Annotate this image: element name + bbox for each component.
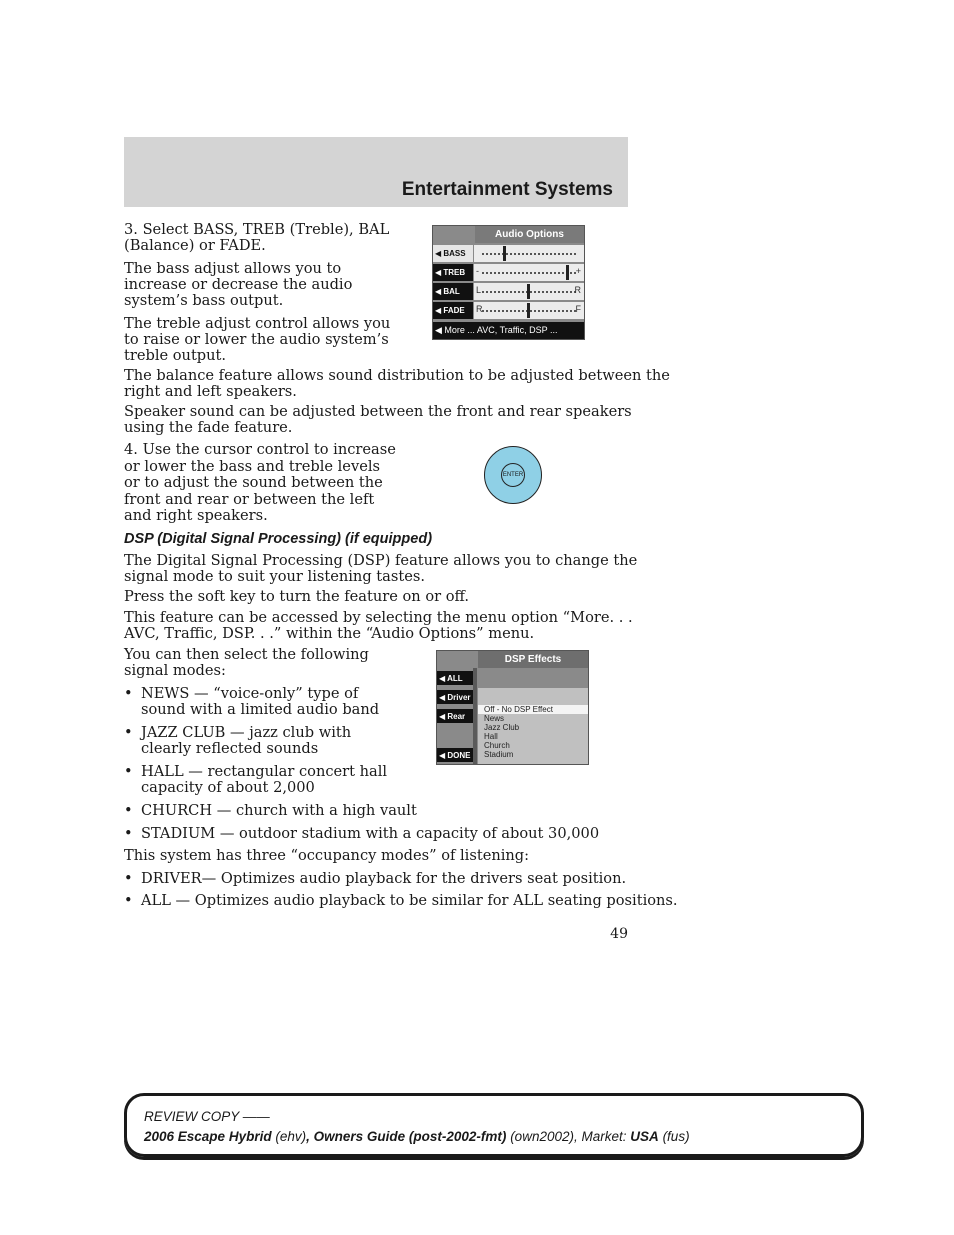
bal-label: ◀ BAL [433, 283, 473, 300]
text-line: 3. Select BASS, TREB (Treble), BAL [124, 221, 390, 238]
slider-min-label: R [476, 304, 483, 314]
slider-min-label: L [476, 285, 482, 295]
bullet-icon: • [124, 802, 133, 819]
text-line: The Digital Signal Processing (DSP) feature allows you to change the [124, 552, 638, 569]
treble-paragraph [124, 316, 390, 364]
slider-marker [527, 303, 530, 318]
text-line: signal modes: [124, 662, 226, 679]
bass-label: ◀ BASS [433, 245, 473, 262]
list-item: Jazz Club [484, 723, 520, 732]
dsp-effects-list [478, 688, 588, 764]
text-line: NEWS — “voice-only” type of [141, 685, 359, 702]
page-title: Entertainment Systems [401, 179, 613, 200]
page-number: 49 [610, 926, 628, 942]
occupancy-paragraph [124, 848, 529, 864]
divider [473, 668, 477, 764]
bullet-icon: • [124, 870, 133, 887]
document-info: 2006 Escape Hybrid (ehv), Owners Guide (post-2002-fmt) (own2002), Market: USA (fus) [144, 1129, 690, 1144]
text-line: or lower the bass and treble levels [124, 457, 380, 475]
bass-slider [474, 245, 584, 262]
guide-code: (own2002) [510, 1129, 574, 1144]
more-menu-option: ◀ More ... AVC, Traffic, DSP ... [433, 322, 584, 339]
text-line: CHURCH — church with a high vault [141, 802, 417, 819]
treb-label: ◀ TREB [433, 264, 473, 281]
text-line: to raise or lower the audio system’s [124, 331, 389, 348]
guide-name: Owners Guide (post-2002-fmt) [313, 1129, 507, 1144]
text-line: system’s bass output. [124, 292, 284, 309]
text-line: The balance feature allows sound distribution to be adjusted between the [124, 367, 670, 384]
review-footer [124, 1093, 864, 1157]
bass-paragraph [124, 261, 352, 309]
list-item: Church [484, 741, 510, 750]
bullet-icon: • [124, 685, 133, 702]
slider-max-label: F [575, 304, 581, 314]
model-name: 2006 Escape Hybrid [144, 1129, 272, 1144]
treb-slider [474, 264, 584, 281]
text-line: and right speakers. [124, 507, 268, 524]
text-line: DRIVER— Optimizes audio playback for the drivers seat position. [141, 870, 627, 887]
slider-max-label: R [574, 285, 581, 295]
softkey-rear: ◀ Rear [437, 709, 473, 723]
bullet-icon: • [124, 724, 133, 741]
header-band [124, 137, 628, 207]
bal-slider [474, 283, 584, 300]
slider-marker [527, 284, 530, 299]
text-line: This feature can be accessed by selecting the menu option “More. . . [124, 609, 633, 626]
enter-knob-icon [484, 446, 542, 504]
slider-marker [566, 265, 569, 280]
list-item: News [484, 714, 505, 723]
fade-row [433, 302, 584, 320]
text-line: or to adjust the sound between the [124, 474, 383, 491]
text-line: right and left speakers. [124, 383, 297, 400]
bass-row [433, 245, 584, 263]
step3-paragraph [124, 222, 389, 254]
text-line: increase or decrease the audio [124, 276, 353, 293]
text-line: STADIUM — outdoor stadium with a capacity of about 30,000 [141, 825, 600, 842]
text-line: (Balance) or FADE. [124, 237, 266, 254]
market-code: (fus) [662, 1129, 690, 1144]
text-line: using the fade feature. [124, 419, 293, 436]
slider-track [482, 253, 576, 255]
fade-paragraph [124, 404, 632, 436]
text-line: treble output. [124, 347, 227, 364]
text-line: Press the soft key to turn the feature on or off. [124, 588, 469, 605]
market-name: USA [630, 1129, 659, 1144]
softkey-all: ◀ ALL [437, 671, 473, 685]
select-modes-paragraph [124, 647, 369, 679]
text-line: sound with a limited audio band [141, 701, 380, 718]
dsp-effects-title: DSP Effects [478, 651, 588, 668]
dsp-intro-paragraph [124, 553, 637, 585]
treb-row [433, 264, 584, 282]
softkey-done: ◀ DONE [437, 748, 473, 762]
list-item: Stadium [484, 750, 514, 759]
review-copy-label: REVIEW COPY —— [144, 1109, 270, 1124]
audio-options-title: Audio Options [475, 226, 584, 243]
text-line: You can then select the following [124, 646, 369, 663]
text-line: front and rear or between the left [124, 490, 375, 508]
text-line: JAZZ CLUB — jazz club with [141, 724, 352, 741]
market-label: Market: [581, 1129, 627, 1144]
text-line: The treble adjust control allows you [124, 315, 391, 332]
text-line: 4. Use the cursor control to increase [124, 441, 396, 458]
text-line: HALL — rectangular concert hall [141, 763, 388, 780]
fade-label: ◀ FADE [433, 302, 473, 319]
bullet-icon: • [124, 825, 133, 842]
step4-paragraph [124, 442, 396, 525]
slider-max-label: + [575, 266, 581, 276]
text-line: clearly reflected sounds [141, 740, 319, 757]
section-heading: DSP (Digital Signal Processing) (if equipped) [124, 531, 433, 547]
audio-options-screen [432, 225, 585, 340]
list-item: Off - No DSP Effect [484, 705, 553, 714]
text-line: AVC, Traffic, DSP. . .” within the “Audio Options” menu. [124, 625, 535, 642]
slider-marker [503, 246, 506, 261]
slider-track [482, 272, 576, 274]
text-line: ALL — Optimizes audio playback to be similar for ALL seating positions. [141, 892, 678, 909]
bal-row [433, 283, 584, 301]
balance-paragraph [124, 368, 670, 400]
enter-label: ENTER [501, 463, 525, 487]
text-line: The bass adjust allows you to [124, 260, 342, 277]
text-line: signal mode to suit your listening tastes. [124, 568, 425, 585]
dsp-effects-screen [436, 650, 589, 765]
softkey-paragraph [124, 589, 469, 605]
softkey-driver: ◀ Driver [437, 690, 473, 704]
bullet-icon: • [124, 892, 133, 909]
list-item: Hall [484, 732, 498, 741]
access-paragraph [124, 610, 633, 642]
slider-min-label: - [476, 266, 479, 276]
fade-slider [474, 302, 584, 319]
model-code: (ehv) [275, 1129, 307, 1144]
text-line: Speaker sound can be adjusted between the front and rear speakers [124, 403, 632, 420]
text-line: capacity of about 2,000 [141, 779, 315, 796]
text-line: This system has three “occupancy modes” of listening: [124, 847, 530, 864]
bullet-icon: • [124, 763, 133, 780]
